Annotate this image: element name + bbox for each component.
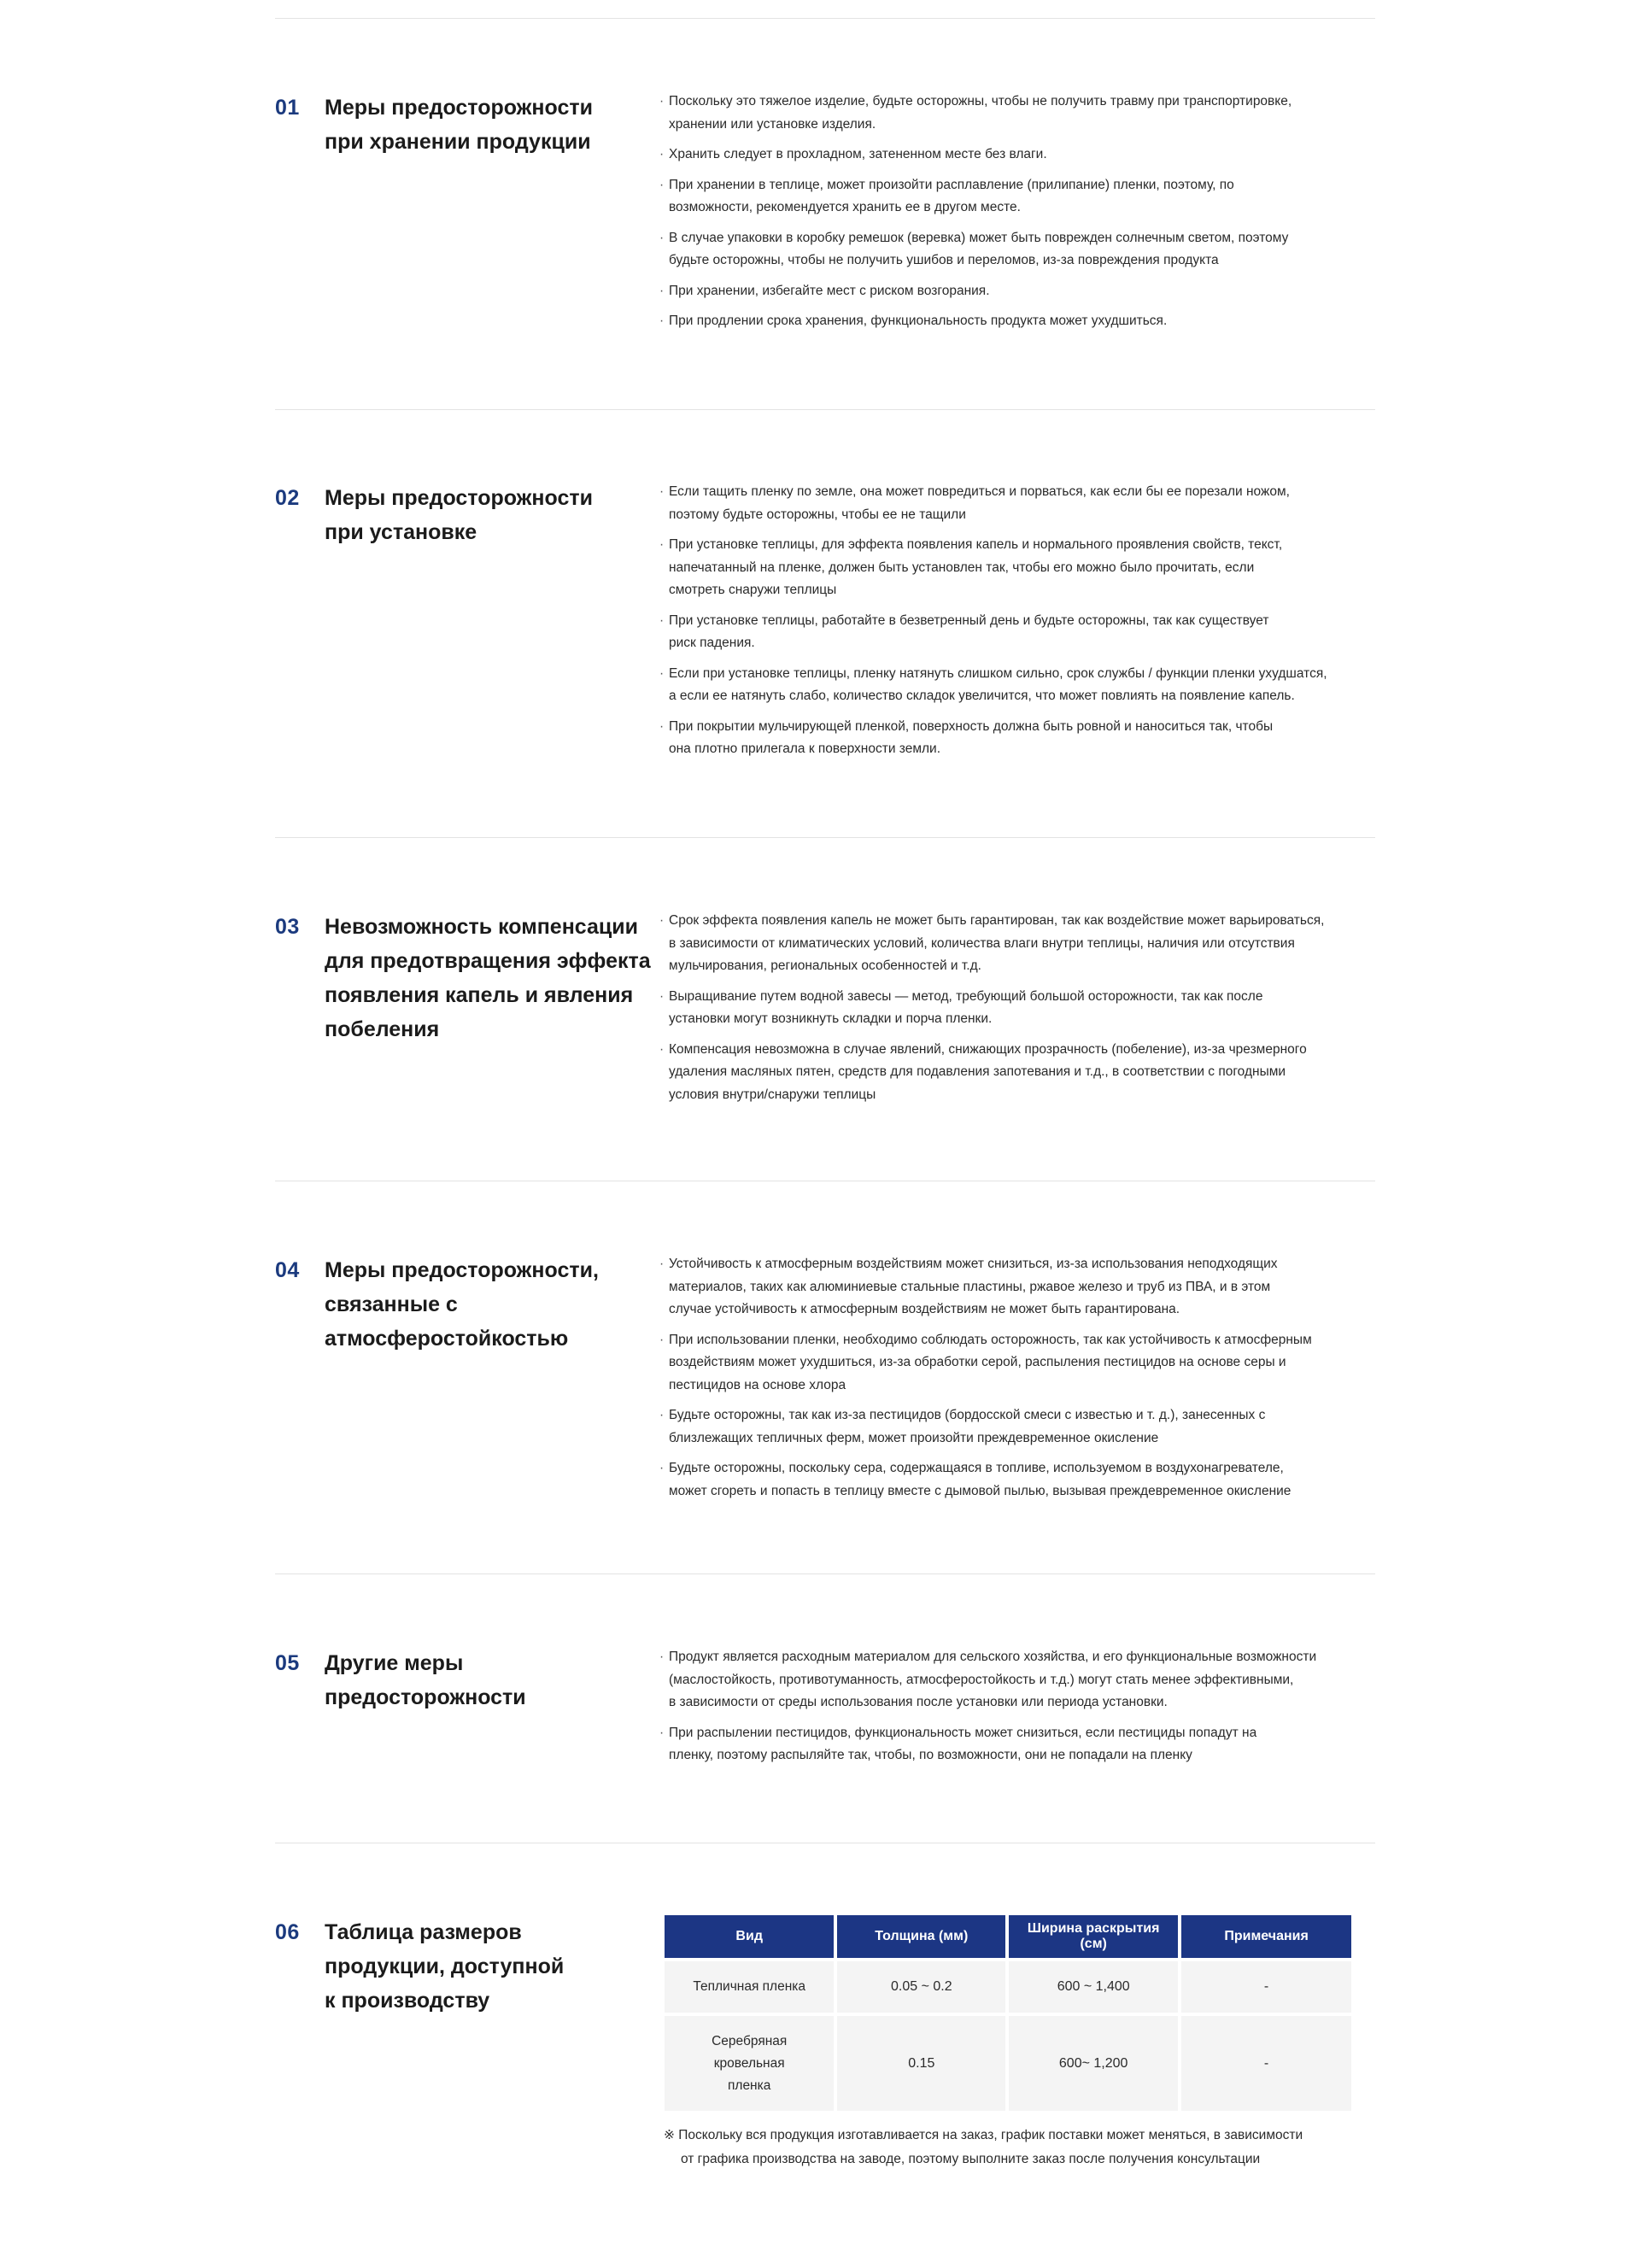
list-item [659, 1722, 1377, 1767]
title-line: для предотвращения эффекта [325, 949, 651, 973]
item-line: · При хранении в теплице, может произойти расплавление (прилипание) пленки, поэтому, по [669, 177, 1234, 192]
section-divider [275, 837, 1375, 838]
header-width: Ширина раскрытия (см) [1009, 1915, 1178, 1958]
title-line: продукции, доступной [325, 1954, 565, 1978]
section-number: 04 [275, 1258, 300, 1282]
table-row [665, 2016, 1351, 2111]
item-line: · Будьте осторожны, так как из-за пестицидов (бордосской смеси с известью и т. д.), занесенных с [669, 1408, 1266, 1422]
list-item [659, 310, 1377, 333]
item-line: поэтому будьте осторожны, чтобы ее не тащили [669, 507, 966, 522]
product-size-table [661, 1912, 1355, 2114]
header-type: Вид [665, 1915, 834, 1958]
list-item [659, 663, 1377, 708]
item-line: · При покрытии мульчирующей пленкой, поверхность должна быть ровной и наноситься так, чтобы [669, 718, 1274, 734]
cell-thickness: 0.05 ~ 0.2 [837, 1961, 1005, 2013]
cell-width: 600~ 1,200 [1009, 2016, 1178, 2111]
table-header-row [665, 1915, 1351, 1958]
section-number: 03 [275, 915, 300, 939]
precaution-list [659, 1646, 1377, 1775]
item-line: · Устойчивость к атмосферным воздействиям может снизиться, из-за использования неподходящих [669, 1257, 1278, 1271]
item-line: · При распылении пестицидов, функциональность может снизиться, если пестициды попадут на [669, 1725, 1257, 1740]
list-item [659, 144, 1377, 167]
precaution-list [659, 91, 1377, 341]
item-line: она плотно прилегала к поверхности земли. [669, 741, 941, 756]
item-line: напечатанный на пленке, должен быть установлен так, чтобы его можно было прочитать, если [669, 560, 1255, 575]
title-line: связанные с [325, 1292, 458, 1316]
item-line: хранении или установке изделия. [669, 116, 876, 132]
section-divider [275, 409, 1375, 410]
cell-notes: - [1181, 1961, 1351, 2013]
cell-width: 600 ~ 1,400 [1009, 1961, 1178, 2013]
item-line: будьте осторожны, чтобы не получить ушибов и переломов, из-за повреждения продукта [669, 253, 1219, 267]
title-line: Меры предосторожности, [325, 1258, 599, 1282]
title-line: атмосферостойкостью [325, 1327, 569, 1351]
item-line: · При использовании пленки, необходимо соблюдать осторожность, так как устойчивость к атмосферным [669, 1332, 1312, 1347]
cell-line: Серебряная [712, 2033, 788, 2048]
title-line: предосторожности [325, 1685, 526, 1709]
item-line: · В случае упаковки в коробку ремешок (веревка) может быть поврежден солнечным светом, поэтому [669, 230, 1289, 245]
item-line: воздействиям может ухудшиться, из-за обработки серой, распыления пестицидов на основе серы и [669, 1355, 1286, 1369]
item-line: (маслостойкость, противотуманность, атмосферостойкость и т.д.) могут стать менее эффективными, [669, 1672, 1294, 1687]
precaution-list [659, 1253, 1377, 1510]
footnote-line: ※ Поскольку вся продукция изготавливается на заказ, график поставки может меняться, в зависимости [664, 2128, 1303, 2142]
header-thickness: Толщина (мм) [837, 1915, 1005, 1958]
item-line: · Продукт является расходным материалом для сельского хозяйства, и его функциональные возможности [669, 1650, 1317, 1664]
title-line: Меры предосторожности [325, 96, 593, 120]
item-line: · При хранении, избегайте мест с риском возгорания. [669, 283, 990, 298]
item-line: в зависимости от среды использования после установки или периода установки. [669, 1695, 1168, 1709]
item-line: · Выращивание путем водной завесы — метод, требующий большой осторожности, так как после [669, 988, 1263, 1004]
item-line: · Срок эффекта появления капель не может быть гарантирован, так как воздействие может варьироваться, [669, 913, 1325, 928]
item-line: в зависимости от климатических условий, количества влаги внутри теплицы, наличия или отсутствия [669, 935, 1295, 951]
cell-thickness: 0.15 [837, 2016, 1005, 2111]
section-number: 01 [275, 96, 300, 120]
header-notes: Примечания [1181, 1915, 1351, 1958]
section-title [325, 1253, 632, 1356]
cell-line: Тепличная пленка [693, 1979, 806, 1994]
section-number: 02 [275, 486, 300, 510]
item-line: условия внутри/снаружи теплицы [669, 1087, 876, 1102]
list-item [659, 610, 1377, 655]
section-title [325, 91, 632, 159]
item-line: а если ее натянуть слабо, количество складок увеличится, что может повлиять на появление капель. [669, 689, 1295, 703]
cell-notes: - [1181, 2016, 1351, 2111]
title-line: к производству [325, 1989, 490, 2013]
title-line: при хранении продукции [325, 130, 591, 154]
list-item [659, 1253, 1377, 1322]
list-item [659, 910, 1377, 978]
list-item [659, 1329, 1377, 1398]
item-line: · Будьте осторожны, поскольку сера, содержащаяся в топливе, используемом в воздухонагревателе, [669, 1461, 1284, 1475]
section-number: 06 [275, 1920, 300, 1944]
list-item [659, 1646, 1377, 1714]
cell-line: пленка [728, 2078, 771, 2093]
section-title [325, 910, 651, 1046]
item-line: · Если тащить пленку по земле, она может повредиться и порваться, как если бы ее порезали ножом, [669, 484, 1290, 499]
item-line: пленку, поэтому распыляйте так, чтобы, по возможности, они не попадали на пленку [669, 1748, 1192, 1762]
cell-line: кровельная [713, 2055, 785, 2071]
item-line: · Поскольку это тяжелое изделие, будьте осторожны, чтобы не получить травму при транспортировке, [669, 94, 1292, 108]
list-item [659, 534, 1377, 602]
item-line: установки могут возникнуть складки и порча пленки. [669, 1011, 993, 1026]
list-item [659, 1404, 1377, 1450]
section-number: 05 [275, 1651, 300, 1675]
item-line: риск падения. [669, 636, 755, 650]
top-divider [275, 18, 1375, 19]
item-line: · Если при установке теплицы, пленку натянуть слишком сильно, срок службы / функции пленки ухудшатся, [669, 665, 1327, 681]
item-line: возможности, рекомендуется хранить ее в другом месте. [669, 200, 1021, 214]
list-item [659, 91, 1377, 136]
title-line: Меры предосторожности [325, 486, 593, 510]
precaution-list [659, 481, 1377, 769]
item-line: случае устойчивость к атмосферным воздействиям не может быть гарантирована. [669, 1302, 1180, 1316]
section-title [325, 1646, 632, 1714]
cell-type [665, 1961, 834, 2013]
table-footnote [664, 2124, 1373, 2171]
item-line: · Хранить следует в прохладном, затененном месте без влаги. [669, 147, 1047, 161]
list-item [659, 1457, 1377, 1503]
item-line: · При установке теплицы, работайте в безветренный день и будьте осторожны, так как существует [669, 612, 1269, 628]
footnote-line: от графика производства на заводе, поэтому выполните заказ после получения консультации [681, 2152, 1261, 2166]
item-line: · При установке теплицы, для эффекта появления капель и нормального проявления свойств, текст, [669, 537, 1283, 552]
list-item [659, 174, 1377, 220]
title-line: побеления [325, 1017, 440, 1041]
title-line: при установке [325, 520, 477, 544]
list-item [659, 986, 1377, 1031]
cell-type [665, 2016, 834, 2111]
list-item [659, 280, 1377, 303]
title-line: появления капель и явления [325, 983, 634, 1007]
item-line: материалов, таких как алюминиевые стальные пластины, ржавое железо и труб из ПВА, и в этом [669, 1279, 1271, 1294]
list-item [659, 716, 1377, 761]
item-line: смотреть снаружи теплицы [669, 583, 837, 597]
title-line: Другие меры [325, 1651, 464, 1675]
precaution-list [659, 910, 1377, 1114]
title-line: Таблица размеров [325, 1920, 522, 1944]
item-line: пестицидов на основе хлора [669, 1377, 846, 1392]
list-item [659, 1039, 1377, 1107]
item-line: удаления масляных пятен, средств для подавления запотевания и т.д., в соответствии с погодными [669, 1064, 1286, 1079]
section-title [325, 481, 632, 549]
item-line: · Компенсация невозможна в случае явлений, снижающих прозрачность (побеление), из-за чрезмерного [669, 1041, 1307, 1057]
list-item [659, 227, 1377, 273]
section-title [325, 1915, 632, 2018]
item-line: · При продлении срока хранения, функциональность продукта может ухудшиться. [669, 314, 1168, 328]
item-line: может сгореть и попасть в теплицу вместе с дымовой пылью, вызывая преждевременное окисление [669, 1483, 1292, 1498]
list-item [659, 481, 1377, 526]
table-row [665, 1961, 1351, 2013]
title-line: Невозможность компенсации [325, 915, 639, 939]
item-line: близлежащих тепличных ферм, может произойти преждевременное окисление [669, 1430, 1159, 1445]
item-line: мульчирования, региональных особенностей и т.д. [669, 958, 981, 973]
